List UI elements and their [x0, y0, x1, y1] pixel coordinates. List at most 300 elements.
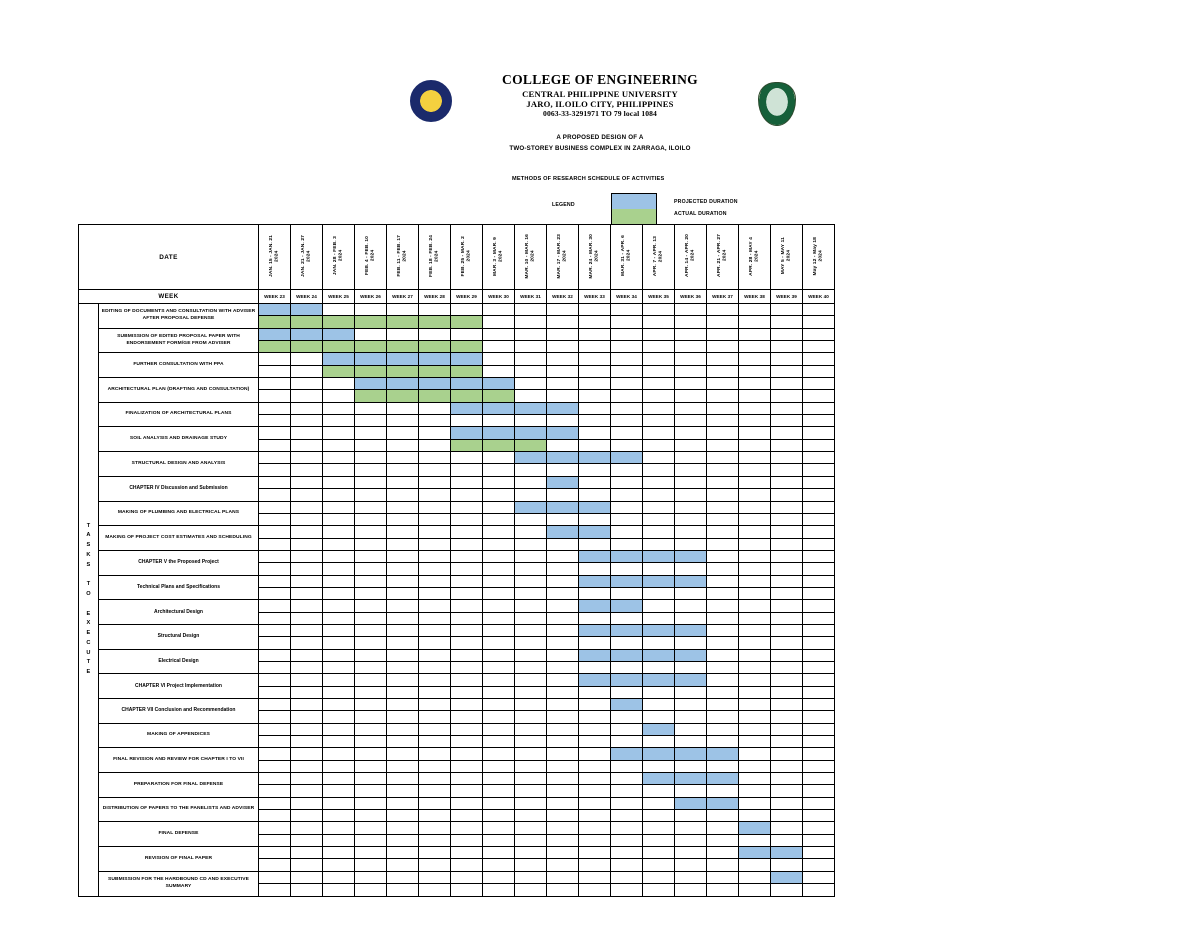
- empty-cell: [419, 624, 451, 636]
- empty-cell: [323, 810, 355, 822]
- project-title-line1: A PROPOSED DESIGN OF A: [556, 134, 644, 141]
- empty-cell: [451, 736, 483, 748]
- task-label-cell: EDITING OF DOCUMENTS AND CONSULTATION WITH ADVISER AFTER PROPOSAL DEFENSE: [99, 304, 259, 329]
- empty-cell: [675, 538, 707, 550]
- empty-cell: [803, 736, 835, 748]
- empty-cell: [291, 476, 323, 488]
- empty-cell: [323, 711, 355, 723]
- empty-cell: [643, 464, 675, 476]
- empty-cell: [707, 723, 739, 735]
- empty-cell: [515, 328, 547, 340]
- empty-cell: [739, 489, 771, 501]
- empty-cell: [739, 711, 771, 723]
- empty-cell: [547, 563, 579, 575]
- empty-cell: [515, 810, 547, 822]
- empty-cell: [803, 563, 835, 575]
- empty-cell: [259, 661, 291, 673]
- empty-cell: [675, 365, 707, 377]
- table-row: [79, 649, 835, 661]
- empty-cell: [675, 859, 707, 871]
- empty-cell: [643, 871, 675, 883]
- empty-cell: [547, 341, 579, 353]
- empty-cell: [387, 834, 419, 846]
- empty-cell: [483, 686, 515, 698]
- empty-cell: [579, 538, 611, 550]
- empty-cell: [451, 847, 483, 859]
- empty-cell: [771, 452, 803, 464]
- cpu-seal-icon: [410, 80, 452, 122]
- empty-cell: [771, 624, 803, 636]
- empty-cell: [291, 773, 323, 785]
- empty-cell: [675, 810, 707, 822]
- empty-cell: [259, 711, 291, 723]
- empty-cell: [387, 822, 419, 834]
- empty-cell: [483, 736, 515, 748]
- empty-cell: [291, 760, 323, 772]
- empty-cell: [611, 723, 643, 735]
- empty-cell: [515, 316, 547, 328]
- empty-cell: [771, 785, 803, 797]
- empty-cell: [579, 427, 611, 439]
- empty-cell: [771, 884, 803, 896]
- empty-cell: [419, 797, 451, 809]
- empty-cell: [323, 563, 355, 575]
- empty-cell: [675, 341, 707, 353]
- empty-cell: [291, 563, 323, 575]
- projected-duration-bar-cell: [643, 674, 675, 686]
- empty-cell: [291, 538, 323, 550]
- empty-cell: [355, 439, 387, 451]
- empty-cell: [675, 760, 707, 772]
- empty-cell: [707, 341, 739, 353]
- task-label-cell: SUBMISSION OF EDITED PROPOSAL PAPER WITH ENDORSEMENT FORM/GE FROM ADVISER: [99, 328, 259, 353]
- empty-cell: [579, 316, 611, 328]
- projected-duration-bar-cell: [643, 773, 675, 785]
- empty-cell: [547, 365, 579, 377]
- week-header-cell: WEEK 31: [515, 290, 547, 304]
- empty-cell: [739, 699, 771, 711]
- empty-cell: [611, 464, 643, 476]
- empty-cell: [483, 600, 515, 612]
- actual-duration-bar-cell: [323, 365, 355, 377]
- empty-cell: [259, 513, 291, 525]
- empty-cell: [643, 513, 675, 525]
- empty-cell: [611, 760, 643, 772]
- empty-cell: [611, 304, 643, 316]
- projected-duration-bar-cell: [579, 575, 611, 587]
- table-row: [79, 328, 835, 340]
- empty-cell: [739, 304, 771, 316]
- empty-cell: [291, 612, 323, 624]
- empty-cell: [387, 501, 419, 513]
- date-header-cell: FEB. 18 - FEB. 24 2024: [419, 225, 451, 290]
- empty-cell: [483, 550, 515, 562]
- empty-cell: [419, 575, 451, 587]
- empty-cell: [771, 489, 803, 501]
- empty-cell: [387, 859, 419, 871]
- empty-cell: [387, 674, 419, 686]
- table-row: [79, 699, 835, 711]
- task-label-cell: Structural Design: [99, 624, 259, 649]
- empty-cell: [323, 439, 355, 451]
- empty-cell: [323, 415, 355, 427]
- projected-duration-bar-cell: [323, 328, 355, 340]
- empty-cell: [291, 464, 323, 476]
- table-row: [79, 526, 835, 538]
- task-label-cell: FINAL DEFENSE: [99, 822, 259, 847]
- empty-cell: [419, 304, 451, 316]
- week-header-cell: WEEK 38: [739, 290, 771, 304]
- empty-cell: [643, 661, 675, 673]
- projected-duration-bar-cell: [675, 773, 707, 785]
- empty-cell: [803, 624, 835, 636]
- table-row: [79, 847, 835, 859]
- empty-cell: [483, 748, 515, 760]
- projected-duration-bar-cell: [771, 847, 803, 859]
- date-row-label: DATE: [79, 225, 259, 290]
- empty-cell: [323, 427, 355, 439]
- empty-cell: [643, 365, 675, 377]
- empty-cell: [419, 501, 451, 513]
- empty-cell: [515, 600, 547, 612]
- empty-cell: [707, 760, 739, 772]
- empty-cell: [355, 711, 387, 723]
- gantt-table: [78, 224, 835, 897]
- empty-cell: [547, 834, 579, 846]
- empty-cell: [515, 415, 547, 427]
- empty-cell: [387, 686, 419, 698]
- empty-cell: [323, 674, 355, 686]
- empty-cell: [291, 501, 323, 513]
- empty-cell: [355, 513, 387, 525]
- empty-cell: [355, 587, 387, 599]
- empty-cell: [547, 884, 579, 896]
- empty-cell: [515, 624, 547, 636]
- empty-cell: [675, 378, 707, 390]
- empty-cell: [451, 538, 483, 550]
- empty-cell: [579, 736, 611, 748]
- projected-duration-bar-cell: [547, 402, 579, 414]
- empty-cell: [355, 822, 387, 834]
- empty-cell: [323, 464, 355, 476]
- empty-cell: [291, 674, 323, 686]
- empty-cell: [483, 365, 515, 377]
- empty-cell: [579, 390, 611, 402]
- empty-cell: [547, 871, 579, 883]
- empty-cell: [771, 427, 803, 439]
- empty-cell: [675, 316, 707, 328]
- empty-cell: [675, 427, 707, 439]
- empty-cell: [707, 612, 739, 624]
- empty-cell: [291, 736, 323, 748]
- empty-cell: [803, 661, 835, 673]
- empty-cell: [707, 538, 739, 550]
- empty-cell: [611, 711, 643, 723]
- project-title-line2: TWO-STOREY BUSINESS COMPLEX IN ZARRAGA, ILOILO: [509, 145, 691, 152]
- empty-cell: [291, 365, 323, 377]
- empty-cell: [483, 526, 515, 538]
- empty-cell: [643, 427, 675, 439]
- table-row: [79, 550, 835, 562]
- empty-cell: [707, 859, 739, 871]
- empty-cell: [611, 365, 643, 377]
- empty-cell: [451, 575, 483, 587]
- empty-cell: [259, 378, 291, 390]
- projected-duration-bar-cell: [707, 773, 739, 785]
- empty-cell: [451, 810, 483, 822]
- empty-cell: [515, 760, 547, 772]
- empty-cell: [451, 587, 483, 599]
- empty-cell: [643, 563, 675, 575]
- projected-duration-bar-cell: [547, 526, 579, 538]
- empty-cell: [515, 353, 547, 365]
- empty-cell: [515, 649, 547, 661]
- university-address: JARO, ILOILO CITY, PHILIPPINES: [526, 99, 674, 109]
- empty-cell: [355, 661, 387, 673]
- table-row: [79, 773, 835, 785]
- empty-cell: [675, 415, 707, 427]
- task-label-cell: Architectural Design: [99, 600, 259, 625]
- empty-cell: [515, 686, 547, 698]
- empty-cell: [259, 439, 291, 451]
- empty-cell: [483, 464, 515, 476]
- empty-cell: [675, 736, 707, 748]
- empty-cell: [323, 773, 355, 785]
- empty-cell: [739, 674, 771, 686]
- projected-duration-bar-cell: [611, 624, 643, 636]
- empty-cell: [483, 452, 515, 464]
- empty-cell: [355, 686, 387, 698]
- empty-cell: [515, 797, 547, 809]
- empty-cell: [803, 365, 835, 377]
- empty-cell: [675, 661, 707, 673]
- empty-cell: [483, 476, 515, 488]
- empty-cell: [579, 748, 611, 760]
- empty-cell: [739, 736, 771, 748]
- empty-cell: [515, 748, 547, 760]
- empty-cell: [419, 637, 451, 649]
- empty-cell: [707, 699, 739, 711]
- university-telephone: 0063-33-3291971 TO 79 local 1084: [543, 109, 657, 118]
- empty-cell: [803, 501, 835, 513]
- actual-duration-bar-cell: [451, 439, 483, 451]
- empty-cell: [515, 871, 547, 883]
- empty-cell: [547, 439, 579, 451]
- empty-cell: [803, 304, 835, 316]
- empty-cell: [451, 859, 483, 871]
- empty-cell: [675, 587, 707, 599]
- empty-cell: [739, 649, 771, 661]
- empty-cell: [707, 489, 739, 501]
- projected-duration-bar-cell: [675, 748, 707, 760]
- empty-cell: [547, 822, 579, 834]
- table-row: [79, 822, 835, 834]
- empty-cell: [291, 699, 323, 711]
- empty-cell: [259, 550, 291, 562]
- empty-cell: [483, 501, 515, 513]
- empty-cell: [355, 501, 387, 513]
- empty-cell: [515, 884, 547, 896]
- empty-cell: [323, 760, 355, 772]
- projected-duration-bar-cell: [355, 353, 387, 365]
- empty-cell: [515, 365, 547, 377]
- empty-cell: [483, 575, 515, 587]
- empty-cell: [355, 489, 387, 501]
- empty-cell: [707, 624, 739, 636]
- empty-cell: [323, 637, 355, 649]
- date-header-cell: MAR. 24 - MAR. 30 2024: [579, 225, 611, 290]
- empty-cell: [323, 847, 355, 859]
- empty-cell: [515, 822, 547, 834]
- projected-duration-bar-cell: [739, 847, 771, 859]
- empty-cell: [451, 674, 483, 686]
- empty-cell: [739, 402, 771, 414]
- empty-cell: [611, 427, 643, 439]
- legend-swatch-projected: [612, 194, 656, 209]
- university-name: CENTRAL PHILIPPINE UNIVERSITY: [522, 89, 678, 99]
- table-row: [79, 674, 835, 686]
- empty-cell: [387, 612, 419, 624]
- empty-cell: [675, 513, 707, 525]
- empty-cell: [675, 834, 707, 846]
- empty-cell: [259, 834, 291, 846]
- table-row: [79, 378, 835, 390]
- empty-cell: [259, 526, 291, 538]
- empty-cell: [707, 711, 739, 723]
- empty-cell: [547, 378, 579, 390]
- empty-cell: [291, 834, 323, 846]
- empty-cell: [547, 637, 579, 649]
- empty-cell: [387, 810, 419, 822]
- empty-cell: [387, 464, 419, 476]
- empty-cell: [547, 699, 579, 711]
- empty-cell: [451, 822, 483, 834]
- empty-cell: [355, 563, 387, 575]
- empty-cell: [387, 427, 419, 439]
- task-label-cell: Electrical Design: [99, 649, 259, 674]
- empty-cell: [643, 797, 675, 809]
- empty-cell: [611, 736, 643, 748]
- empty-cell: [803, 439, 835, 451]
- empty-cell: [323, 402, 355, 414]
- empty-cell: [643, 711, 675, 723]
- empty-cell: [579, 723, 611, 735]
- empty-cell: [675, 526, 707, 538]
- empty-cell: [515, 390, 547, 402]
- empty-cell: [803, 612, 835, 624]
- empty-cell: [259, 649, 291, 661]
- empty-cell: [387, 526, 419, 538]
- week-header-cell: WEEK 26: [355, 290, 387, 304]
- empty-cell: [739, 624, 771, 636]
- empty-cell: [675, 884, 707, 896]
- empty-cell: [483, 513, 515, 525]
- empty-cell: [259, 538, 291, 550]
- empty-cell: [547, 600, 579, 612]
- empty-cell: [259, 624, 291, 636]
- empty-cell: [707, 464, 739, 476]
- empty-cell: [771, 575, 803, 587]
- date-header-cell: MAR. 10 - MAR. 16 2024: [515, 225, 547, 290]
- empty-cell: [739, 785, 771, 797]
- empty-cell: [707, 637, 739, 649]
- empty-cell: [547, 711, 579, 723]
- empty-cell: [451, 686, 483, 698]
- empty-cell: [707, 847, 739, 859]
- empty-cell: [739, 439, 771, 451]
- empty-cell: [771, 464, 803, 476]
- empty-cell: [643, 736, 675, 748]
- empty-cell: [419, 538, 451, 550]
- empty-cell: [739, 587, 771, 599]
- empty-cell: [259, 390, 291, 402]
- empty-cell: [675, 353, 707, 365]
- empty-cell: [643, 859, 675, 871]
- empty-cell: [739, 427, 771, 439]
- empty-cell: [771, 526, 803, 538]
- empty-cell: [323, 797, 355, 809]
- empty-cell: [259, 415, 291, 427]
- empty-cell: [355, 415, 387, 427]
- empty-cell: [771, 661, 803, 673]
- empty-cell: [771, 859, 803, 871]
- empty-cell: [643, 452, 675, 464]
- empty-cell: [707, 526, 739, 538]
- empty-cell: [259, 723, 291, 735]
- empty-cell: [483, 649, 515, 661]
- empty-cell: [355, 834, 387, 846]
- empty-cell: [771, 353, 803, 365]
- projected-duration-bar-cell: [451, 427, 483, 439]
- empty-cell: [419, 773, 451, 785]
- projected-duration-bar-cell: [611, 575, 643, 587]
- empty-cell: [323, 575, 355, 587]
- empty-cell: [323, 538, 355, 550]
- empty-cell: [291, 686, 323, 698]
- empty-cell: [547, 736, 579, 748]
- empty-cell: [451, 328, 483, 340]
- empty-cell: [259, 773, 291, 785]
- empty-cell: [483, 711, 515, 723]
- empty-cell: [579, 760, 611, 772]
- empty-cell: [675, 489, 707, 501]
- empty-cell: [771, 600, 803, 612]
- empty-cell: [803, 390, 835, 402]
- empty-cell: [771, 797, 803, 809]
- actual-duration-bar-cell: [323, 316, 355, 328]
- empty-cell: [739, 538, 771, 550]
- empty-cell: [579, 304, 611, 316]
- table-row: [79, 624, 835, 636]
- projected-duration-bar-cell: [675, 797, 707, 809]
- projected-duration-bar-cell: [643, 723, 675, 735]
- actual-duration-bar-cell: [451, 341, 483, 353]
- empty-cell: [707, 501, 739, 513]
- empty-cell: [419, 563, 451, 575]
- actual-duration-bar-cell: [291, 316, 323, 328]
- empty-cell: [707, 871, 739, 883]
- empty-cell: [739, 773, 771, 785]
- empty-cell: [515, 538, 547, 550]
- projected-duration-bar-cell: [579, 624, 611, 636]
- projected-duration-bar-cell: [675, 550, 707, 562]
- empty-cell: [739, 415, 771, 427]
- empty-cell: [515, 341, 547, 353]
- empty-cell: [771, 563, 803, 575]
- empty-cell: [611, 538, 643, 550]
- empty-cell: [291, 427, 323, 439]
- empty-cell: [259, 365, 291, 377]
